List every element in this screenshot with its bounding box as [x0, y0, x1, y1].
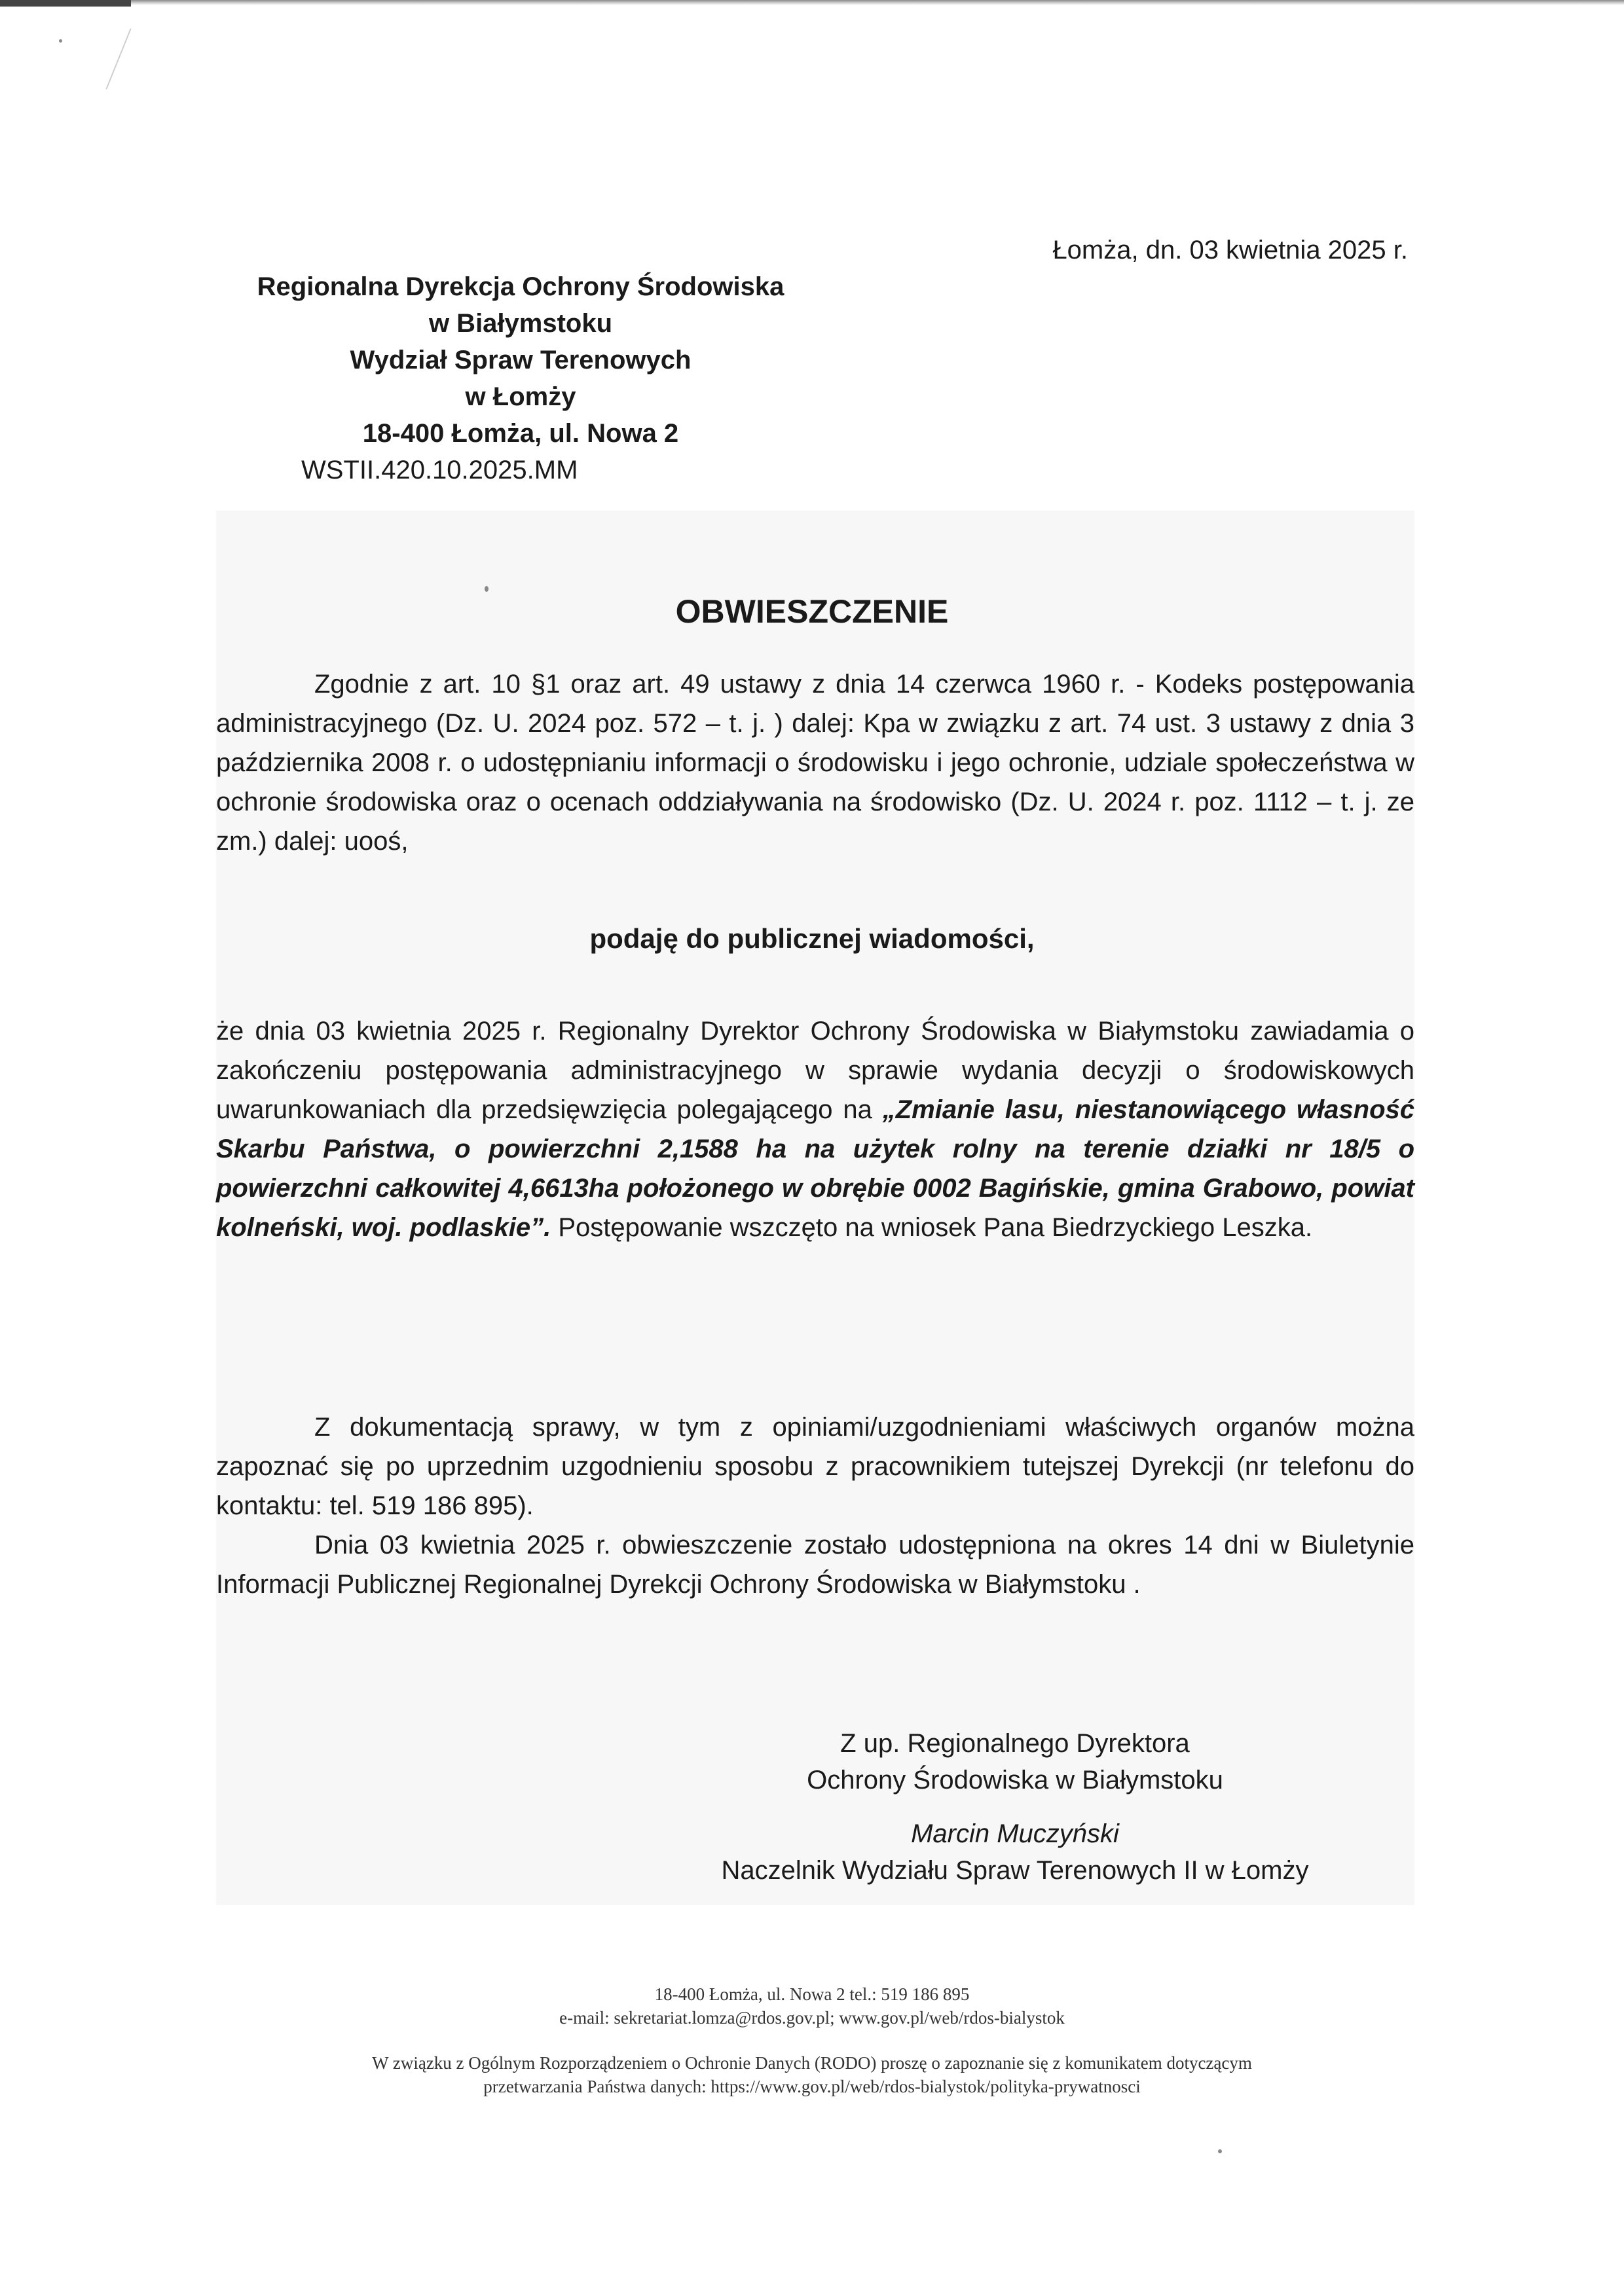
footer-contact-block — [0, 1982, 1624, 2030]
signature-authorization: Z up. Regionalnego Dyrektora — [840, 1729, 1190, 1758]
intro-paragraph: Zgodnie z art. 10 §1 oraz art. 49 ustawy z dnia 14 czerwca 1960 r. - Kodeks postępowania administracyjnego (Dz. U. 2024 poz. 572 – t. j. ) dalej: Kpa w związku z art. 74 ust. 3 ustawy z dnia 3 października 2008 r. o udostępnianiu informacji o środowisku i jego ochronie, udziale społeczeństwa w ochronie środowiska oraz o ocenach oddziaływania na środowisko (Dz. U. 2024 r. poz. 1112 – t. j. ze zm.) dalej: uooś, — [216, 670, 1414, 856]
department-city: w Łomży — [465, 382, 576, 411]
rodo-notice-line1: W związku z Ogólnym Rozporządzeniem o Ochronie Danych (RODO) proszę o zapoznanie się z komunikatem dotyczącym — [372, 2053, 1252, 2073]
scan-top-edge-dark — [0, 0, 131, 7]
main-paragraph-lead: że dnia 03 kwietnia 2025 r. Regionalny Dyrektor Ochrony Środowiska w Białymstoku zawiadamia o zakończeniu postępowania administracyjnego w sprawie wydania decyzji o środowiskowych uwarunkowaniach dla przedsięwzięcia polegającego na — [216, 1017, 1414, 1124]
scan-top-edge — [0, 0, 1624, 5]
footer-address: 18-400 Łomża, ul. Nowa 2 tel.: 519 186 895 — [654, 1984, 970, 2004]
sender-address: 18-400 Łomża, ul. Nowa 2 — [362, 419, 679, 448]
documentation-paragraph-block — [216, 1408, 1414, 1604]
footer-rodo-block — [0, 2051, 1624, 2098]
intro-paragraph-block — [216, 665, 1414, 861]
scan-speck — [59, 39, 62, 43]
document-title: OBWIESZCZENIE — [675, 593, 949, 630]
reference-number: WSTII.420.10.2025.MM — [301, 456, 578, 484]
signature-authority: Ochrony Środowiska w Białymstoku — [807, 1766, 1223, 1795]
project-name: „Zmianie lasu, niestanowiącego własność Skarbu Państwa, o powierzchni 2,1588 ha na użytek rolny na terenie działki nr 18/5 o powierzchni całkowitej 4,6613ha położonego w obrębie 0002 Bagińskie, gmina Grabowo, powiat kolneński, woj. podlaskie”. — [216, 1095, 1414, 1242]
document-date: Łomża, dn. 03 kwietnia 2025 r. — [1052, 236, 1408, 264]
documentation-paragraph: Z dokumentacją sprawy, w tym z opiniami/uzgodnieniami właściwych organów można zapoznać się po uprzednim uzgodnieniu sposobu z pracownikiem tutejszej Dyrekcji (nr telefonu do kontaktu: tel. 519 186 895). — [216, 1413, 1414, 1520]
signatory-name: Marcin Muczyński — [911, 1819, 1119, 1848]
announcement-line: podaję do publicznej wiadomości, — [589, 923, 1035, 954]
signatory-position: Naczelnik Wydziału Spraw Terenowych II w Łomży — [721, 1856, 1309, 1885]
institution-name: Regionalna Dyrekcja Ochrony Środowiska — [257, 272, 784, 301]
department-name: Wydział Spraw Terenowych — [350, 346, 692, 374]
signature-block — [655, 1725, 1375, 1889]
scan-speck — [485, 586, 489, 592]
rodo-notice-line2: przetwarzania Państwa danych: https://www.gov.pl/web/rdos-bialystok/polityka-prywatnosci — [483, 2077, 1141, 2096]
main-paragraph-block — [216, 1011, 1414, 1247]
scan-speck — [1218, 2149, 1222, 2153]
main-paragraph-tail: Postępowanie wszczęto na wniosek Pana Biedrzyckiego Leszka. — [551, 1213, 1313, 1242]
main-paragraph — [216, 1011, 1414, 1247]
institution-city: w Białymstoku — [428, 309, 613, 338]
footer-email: e-mail: sekretariat.lomza@rdos.gov.pl; www.gov.pl/web/rdos-bialystok — [559, 2008, 1065, 2028]
sender-header — [216, 268, 825, 488]
fold-mark — [105, 28, 131, 89]
publication-paragraph: Dnia 03 kwietnia 2025 r. obwieszczenie zostało udostępniona na okres 14 dni w Biuletynie Informacji Publicznej Regionalnej Dyrekcji Ochrony Środowiska w Białymstoku . — [216, 1531, 1414, 1599]
